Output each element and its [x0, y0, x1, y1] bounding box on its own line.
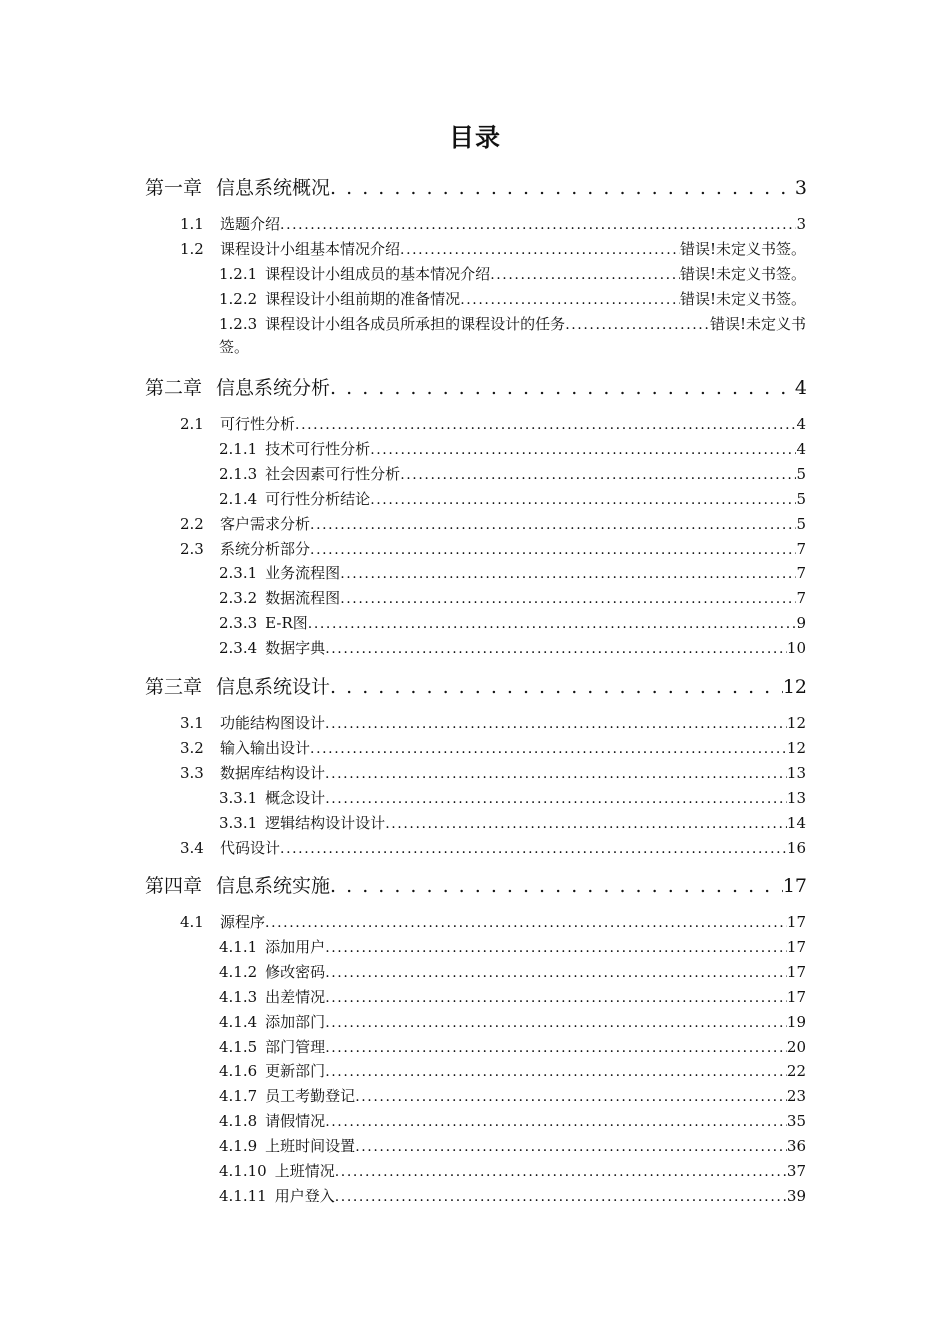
dot-leader: [335, 1189, 787, 1205]
toc-subsection-entry[interactable]: [219, 587, 806, 608]
bookmark-error: 错误!未定义书: [709, 314, 806, 333]
page-number: 4: [796, 415, 806, 433]
page-number: 36: [786, 1137, 806, 1156]
toc-chapter-entry[interactable]: [145, 672, 807, 699]
page-number: 12: [786, 714, 806, 732]
toc-section-entry[interactable]: [180, 513, 806, 534]
toc-section-entry[interactable]: [180, 538, 806, 559]
page-number: 12: [782, 676, 807, 698]
toc-subsection-entry[interactable]: [219, 1185, 806, 1206]
dot-leader: [280, 217, 796, 233]
chapter-title: 信息系统实施: [216, 875, 331, 897]
page-number: 4: [794, 377, 807, 399]
dot-leader: [310, 542, 796, 558]
section-number: 3.4: [180, 838, 204, 857]
dot-leader: [325, 940, 787, 956]
toc-section-entry[interactable]: [180, 213, 806, 234]
bookmark-error: 错误!未定义书签。: [679, 239, 806, 258]
section-number: 3.3: [180, 763, 204, 782]
page-number: 17: [786, 962, 806, 981]
toc-subsection-entry[interactable]: [219, 961, 806, 982]
section-number: 1.1: [180, 215, 204, 233]
bookmark-error: 错误!未定义书签。: [679, 264, 806, 283]
page-number: 13: [786, 788, 806, 807]
section-title: 客户需求分析: [220, 514, 311, 533]
section-number: 3.3.1: [219, 788, 258, 807]
section-title: E-R图: [265, 614, 308, 633]
dot-leader: [310, 517, 796, 533]
wrapped-text: 签。: [219, 337, 250, 356]
section-title: 添加用户: [265, 937, 326, 956]
page-number: 12: [786, 738, 806, 757]
toc-subsection-entry[interactable]: [219, 986, 806, 1007]
dot-leader: [330, 177, 795, 199]
toc-subsection-entry[interactable]: [219, 1135, 806, 1156]
section-number: 1.2: [180, 239, 204, 258]
dot-leader: [460, 292, 680, 308]
section-title: 代码设计: [220, 838, 281, 857]
toc-section-entry[interactable]: [180, 911, 806, 932]
chapter-number: 第四章: [145, 875, 203, 897]
section-title: 逻辑结构设计设计: [265, 813, 386, 832]
toc-subsection-entry[interactable]: [219, 263, 806, 284]
page-number: 3: [794, 177, 807, 199]
page-number: 17: [782, 875, 807, 897]
section-title: 可行性分析: [220, 415, 296, 433]
dot-leader: [400, 242, 680, 258]
section-title: 更新部门: [265, 1062, 326, 1081]
dot-leader: [310, 741, 787, 757]
toc-subsection-entry[interactable]: [219, 288, 806, 309]
section-number: 1.2.3: [219, 314, 258, 333]
section-title: 数据库结构设计: [220, 763, 326, 782]
section-title: 课程设计小组前期的准备情况: [265, 289, 461, 308]
section-number: 4.1.3: [219, 987, 258, 1006]
toc-subsection-entry[interactable]: [219, 787, 806, 808]
page-number: 7: [796, 564, 806, 583]
page-number: 19: [786, 1012, 806, 1031]
toc-section-entry[interactable]: [180, 762, 806, 783]
toc-subsection-entry[interactable]: [219, 637, 806, 658]
dot-leader: [370, 442, 796, 458]
page-number: 5: [796, 489, 806, 508]
dot-leader: [400, 467, 796, 483]
toc-subsection-entry[interactable]: [219, 562, 806, 583]
toc-subsection-entry[interactable]: [219, 1110, 806, 1131]
section-number: 4.1.10: [219, 1162, 267, 1180]
page-number: 7: [796, 539, 806, 558]
page-number: 39: [786, 1186, 806, 1205]
section-number: 4.1.8: [219, 1112, 258, 1131]
dot-leader: [340, 591, 796, 607]
dot-leader: [325, 766, 787, 782]
section-title: 概念设计: [265, 788, 326, 807]
dot-leader: [325, 1064, 787, 1080]
toc-section-entry[interactable]: [180, 413, 806, 434]
section-title: 课程设计小组各成员所承担的课程设计的任务: [265, 314, 566, 333]
page-number: 22: [786, 1062, 806, 1081]
dot-leader: [385, 816, 787, 832]
section-title: 员工考勤登记: [265, 1087, 356, 1106]
section-number: 4.1.6: [219, 1062, 258, 1081]
dot-leader: [265, 915, 787, 931]
toc-subsection-entry[interactable]: [219, 488, 806, 509]
toc-section-entry[interactable]: [180, 238, 806, 259]
dot-leader: [325, 791, 787, 807]
page-number: 4: [796, 439, 806, 458]
section-title: 上班情况: [274, 1162, 335, 1180]
page-number: 17: [786, 937, 806, 956]
section-number: 4.1.9: [219, 1137, 258, 1156]
toc-subsection-entry[interactable]: [219, 313, 806, 334]
toc-subsection-entry[interactable]: [219, 438, 806, 459]
section-title: 上班时间设置: [265, 1137, 356, 1156]
section-title: 源程序: [220, 913, 266, 931]
dot-leader: [330, 875, 783, 897]
page-number: 3: [796, 215, 806, 233]
section-title: 出差情况: [265, 987, 326, 1006]
toc-section-entry[interactable]: [180, 837, 806, 858]
dot-leader: [325, 1040, 787, 1056]
dot-leader: [490, 267, 680, 283]
section-number: 4.1.5: [219, 1037, 258, 1056]
dot-leader: [355, 1089, 787, 1105]
section-number: 2.3.3: [219, 614, 258, 633]
toc-title: 目录: [448, 123, 501, 152]
toc-subsection-entry[interactable]: [219, 612, 806, 633]
section-title: 请假情况: [265, 1112, 326, 1131]
toc-subsection-entry[interactable]: [219, 463, 806, 484]
section-number: 2.2: [180, 514, 204, 533]
toc-subsection-entry[interactable]: [219, 1036, 806, 1057]
section-title: 可行性分析结论: [265, 489, 371, 508]
section-number: 4.1.1: [219, 937, 258, 956]
section-number: 2.1.4: [219, 489, 258, 508]
dot-leader: [325, 1015, 787, 1031]
page-number: 35: [786, 1112, 806, 1131]
page-number: 17: [786, 913, 806, 931]
section-title: 添加部门: [265, 1012, 326, 1031]
section-number: 2.1: [180, 415, 204, 433]
toc-chapter-entry[interactable]: [145, 871, 807, 898]
section-title: 系统分析部分: [220, 539, 311, 558]
chapter-number: 第二章: [145, 377, 203, 399]
section-number: 3.3.1: [219, 813, 258, 832]
section-title: 课程设计小组基本情况介绍: [220, 239, 401, 258]
section-number: 2.1.1: [219, 439, 258, 458]
dot-leader: [370, 492, 796, 508]
chapter-number: 第三章: [145, 676, 203, 698]
chapter-title: 信息系统概况: [216, 177, 331, 199]
section-title: 用户登入: [274, 1186, 335, 1205]
section-number: 1.2.2: [219, 289, 258, 308]
toc-subsection-entry[interactable]: [219, 812, 806, 833]
section-title: 功能结构图设计: [220, 714, 326, 732]
dot-leader: [565, 317, 710, 333]
toc-subsection-entry[interactable]: [219, 1085, 806, 1106]
toc-subsection-entry[interactable]: [219, 1060, 806, 1081]
dot-leader: [340, 566, 796, 582]
section-number: 3.2: [180, 738, 204, 757]
page-number: 16: [786, 838, 806, 857]
section-title: 技术可行性分析: [265, 439, 371, 458]
toc-chapter-entry[interactable]: [145, 373, 807, 400]
page-number: 5: [796, 514, 806, 533]
section-title: 选题介绍: [220, 215, 281, 233]
toc-chapter-entry[interactable]: [145, 173, 807, 200]
toc-subsection-entry[interactable]: [219, 936, 806, 957]
section-title: 数据字典: [265, 639, 326, 658]
dot-leader: [325, 641, 787, 657]
chapter-number: 第一章: [145, 177, 203, 199]
section-number: 1.2.1: [219, 264, 258, 283]
dot-leader: [280, 841, 787, 857]
section-number: 3.1: [180, 714, 204, 732]
page-number: 37: [786, 1162, 806, 1180]
dot-leader: [295, 417, 796, 433]
section-title: 部门管理: [265, 1037, 326, 1056]
toc-section-entry[interactable]: [180, 712, 806, 733]
section-title: 课程设计小组成员的基本情况介绍: [265, 264, 491, 283]
dot-leader: [325, 1114, 787, 1130]
section-number: 2.3.1: [219, 564, 258, 583]
section-number: 4.1.11: [219, 1186, 267, 1205]
page-number: 10: [786, 639, 806, 658]
page-number: 20: [786, 1037, 806, 1056]
section-number: 4.1.4: [219, 1012, 258, 1031]
section-title: 修改密码: [265, 962, 326, 981]
chapter-title: 信息系统分析: [216, 377, 331, 399]
page-number: 9: [796, 614, 806, 633]
section-title: 业务流程图: [265, 564, 341, 583]
page-number: 14: [786, 813, 806, 832]
page-number: 17: [786, 987, 806, 1006]
section-number: 4.1.2: [219, 962, 258, 981]
dot-leader: [325, 965, 787, 981]
section-title: 输入输出设计: [220, 738, 311, 757]
section-number: 2.3.4: [219, 639, 258, 658]
section-number: 2.1.3: [219, 464, 258, 483]
toc-subsection-entry[interactable]: [219, 1011, 806, 1032]
section-number: 4.1.7: [219, 1087, 258, 1106]
dot-leader: [335, 1164, 787, 1180]
dot-leader: [330, 377, 795, 399]
toc-subsection-entry[interactable]: [219, 1160, 806, 1181]
section-number: 4.1: [180, 913, 204, 931]
page-number: 13: [786, 763, 806, 782]
dot-leader: [330, 676, 783, 698]
section-title: 社会因素可行性分析: [265, 464, 401, 483]
chapter-title: 信息系统设计: [216, 676, 331, 698]
dot-leader: [308, 616, 797, 632]
section-number: 2.3.2: [219, 589, 258, 608]
page-number: 7: [796, 589, 806, 608]
page-number: 23: [786, 1087, 806, 1106]
dot-leader: [325, 990, 787, 1006]
section-title: 数据流程图: [265, 589, 341, 608]
section-number: 2.3: [180, 539, 204, 558]
toc-section-entry[interactable]: [180, 737, 806, 758]
bookmark-error: 错误!未定义书签。: [679, 289, 806, 308]
dot-leader: [355, 1139, 787, 1155]
page-number: 5: [796, 464, 806, 483]
dot-leader: [325, 716, 787, 732]
